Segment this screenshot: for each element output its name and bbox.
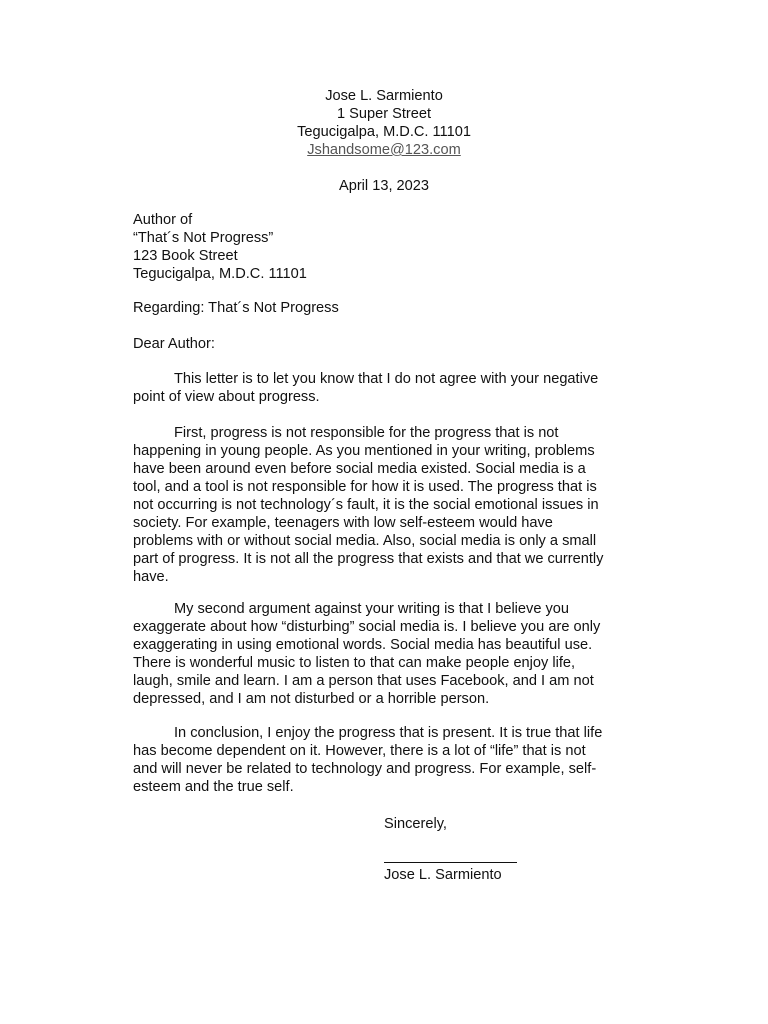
body-paragraph-1 [133, 370, 633, 406]
paragraph-line: In conclusion, I enjoy the progress that is present. It is true that life [174, 725, 603, 741]
sender-street: 1 Super Street [336, 106, 432, 122]
sender-city: Tegucigalpa, M.D.C. 11101 [297, 124, 471, 140]
paragraph-line: has become dependent on it. However, there is a lot of “life” that is not [133, 743, 586, 759]
body-paragraph-3 [133, 600, 633, 708]
closing: Sincerely, [384, 816, 447, 832]
sender-name: Jose L. Sarmiento [325, 88, 443, 104]
recipient-street: 123 Book Street [133, 248, 238, 264]
paragraph-line: First, progress is not responsible for the progress that is not [174, 425, 559, 441]
salutation: Dear Author: [133, 336, 215, 352]
paragraph-line: laugh, smile and learn. I am a person that uses Facebook, and I am not [133, 673, 594, 689]
paragraph-line: part of progress. It is not all the progress that exists and that we currently [133, 551, 604, 567]
letter-date: April 13, 2023 [338, 178, 430, 194]
paragraph-line: This letter is to let you know that I do not agree with your negative [174, 371, 599, 387]
paragraph-line: society. For example, teenagers with low self-esteem would have [133, 515, 553, 531]
recipient-line1: Author of [133, 212, 193, 228]
paragraph-line: depressed, and I am not disturbed or a horrible person. [133, 691, 490, 707]
paragraph-line: exaggerating in using emotional words. Social media has beautiful use. [133, 637, 593, 653]
sender-email-link[interactable]: Jshandsome@123.com [307, 142, 461, 158]
sender-address-block [0, 87, 768, 159]
paragraph-line: problems with or without social media. Also, social media is only a small [133, 533, 597, 549]
recipient-city: Tegucigalpa, M.D.C. 11101 [133, 266, 307, 282]
paragraph-line: have. [133, 569, 169, 585]
regarding-line: Regarding: That´s Not Progress [133, 300, 339, 316]
paragraph-line: and will never be related to technology and progress. For example, self- [133, 761, 597, 777]
paragraph-line: tool, and a tool is not responsible for how it is used. The progress that is [133, 479, 597, 495]
paragraph-line: have been around even before social media existed. Social media is a [133, 461, 586, 477]
paragraph-line: happening in young people. As you mentioned in your writing, problems [133, 443, 595, 459]
paragraph-line: point of view about progress. [133, 389, 320, 405]
signature-name: Jose L. Sarmiento [384, 867, 502, 883]
body-paragraph-2 [133, 424, 633, 586]
recipient-line2: “That´s Not Progress” [133, 230, 274, 246]
signature-line [384, 862, 517, 863]
paragraph-line: not occurring is not technology´s fault, it is the social emotional issues in [133, 497, 599, 513]
paragraph-line: There is wonderful music to listen to that can make people enjoy life, [133, 655, 576, 671]
paragraph-line: exaggerate about how “disturbing” social media is. I believe you are only [133, 619, 601, 635]
recipient-address-block [133, 211, 633, 283]
body-paragraph-4 [133, 724, 633, 796]
paragraph-line: My second argument against your writing is that I believe you [174, 601, 570, 617]
paragraph-line: esteem and the true self. [133, 779, 294, 795]
